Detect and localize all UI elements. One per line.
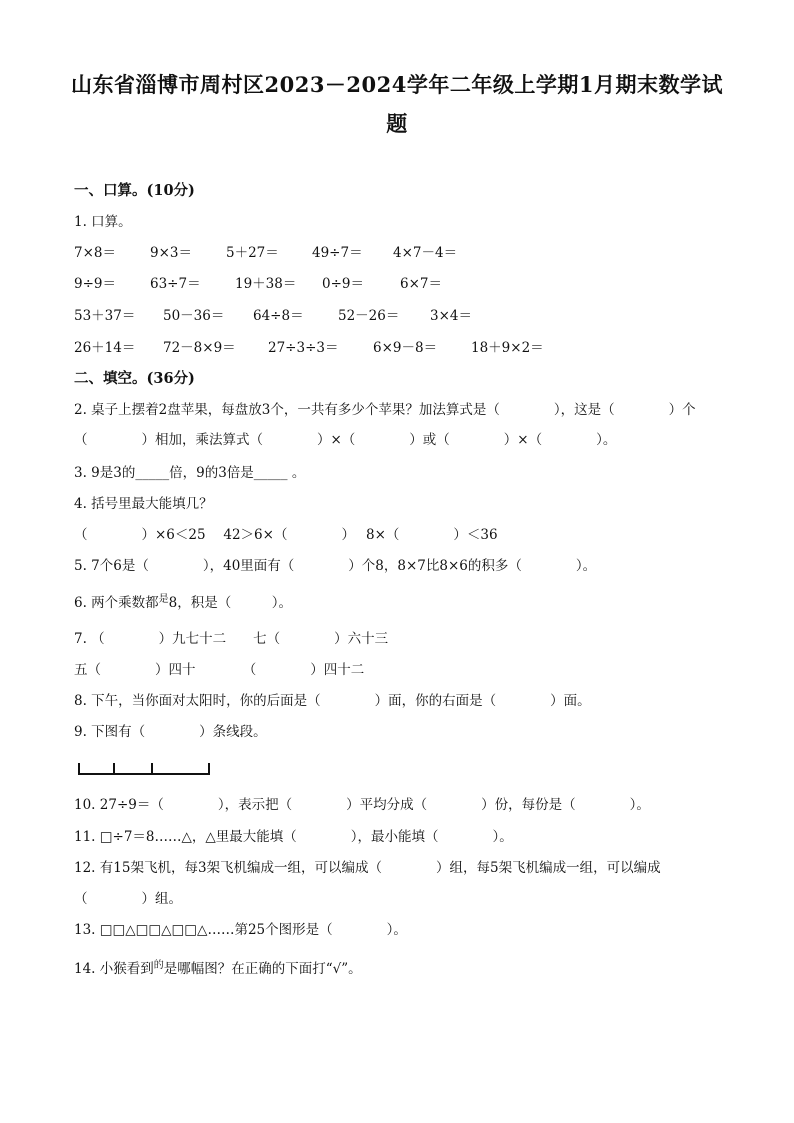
question-11: 11. □÷7＝8……△，△里最大能填（ ），最小能填（ ）。 [74, 829, 513, 845]
arith-r4-c4: 6×9－8＝ [373, 340, 438, 356]
arith-r4-c5: 18＋9×2＝ [471, 340, 544, 356]
question-14-post: 是哪幅图？在正确的下面打“√”。 [163, 961, 362, 977]
question-10: 10. 27÷9＝（ ），表示把（ ）平均分成（ ）份，每份是（ ）。 [74, 797, 650, 813]
arith-r4-c1: 26＋14＝ [74, 340, 136, 356]
section-oral-heading: 一、口算。(10分) [74, 182, 195, 199]
question-2-line1: 2. 桌子上摆着2盘苹果，每盘放3个，一共有多少个苹果？加法算式是（ ），这是（ ）个 [74, 402, 696, 418]
arith-r1-c4: 49÷7＝ [312, 245, 363, 261]
question-9: 9. 下图有（ ）条线段。 [74, 724, 267, 740]
question-12-line2: （ ）组。 [74, 891, 182, 907]
arith-r1-c1: 7×8＝ [74, 245, 116, 261]
question-12-line1: 12. 有15架飞机，每3架飞机编成一组，可以编成（ ）组，每5架飞机编成一组，可以编成 [74, 860, 661, 876]
question-1: 1. 口算。 [74, 214, 132, 230]
exam-title-line2: 题 [386, 111, 408, 136]
arith-r3-c1: 53＋37＝ [74, 308, 136, 324]
arith-r3-c2: 50－36＝ [163, 308, 225, 324]
arith-r2-c2: 63÷7＝ [150, 276, 201, 292]
question-7-line1: 7. （ ）九七十二 七（ ）六十三 [74, 631, 389, 647]
exam-title-line1: 山东省淄博市周村区2023－2024学年二年级上学期1月期末数学试 [70, 72, 723, 97]
arith-r4-c3: 27÷3÷3＝ [268, 340, 339, 356]
question-5: 5. 7个6是（ ），40里面有（ ）个8，8×7比8×6的积多（ ）。 [74, 558, 597, 574]
arith-r1-c5: 4×7－4＝ [393, 245, 458, 261]
arith-r2-c3: 19＋38＝ [235, 276, 297, 292]
question-6 [74, 594, 292, 614]
question-3: 3. 9是3的_____倍，9的3倍是_____ 。 [74, 465, 306, 481]
arith-r4-c2: 72－8×9＝ [163, 340, 236, 356]
question-14 [74, 960, 362, 980]
arith-r3-c5: 3×4＝ [430, 308, 472, 324]
question-14-pre: 14. 小猴看到 [74, 961, 154, 977]
arith-r2-c1: 9÷9＝ [74, 276, 116, 292]
question-7-line2: 五（ ）四十 （ ）四十二 [74, 662, 365, 678]
question-8: 8. 下午，当你面对太阳时，你的后面是（ ）面，你的右面是（ ）面。 [74, 693, 591, 709]
arith-r1-c3: 5＋27＝ [226, 245, 279, 261]
question-4: 4. 括号里最大能填几？ [74, 496, 213, 512]
line-segment-figure [76, 758, 216, 778]
arith-r2-c4: 0÷9＝ [322, 276, 364, 292]
question-6-sup: 是 [158, 594, 169, 605]
arith-r1-c2: 9×3＝ [150, 245, 192, 261]
question-2-line2: （ ）相加，乘法算式（ ）×（ ）或（ ）×（ ）。 [74, 432, 617, 448]
section-fill-heading: 二、填空。(36分) [74, 370, 195, 387]
arith-r3-c4: 52－26＝ [338, 308, 400, 324]
arith-r2-c5: 6×7＝ [400, 276, 442, 292]
question-6-pre: 6. 两个乘数都 [74, 595, 159, 611]
question-13: 13. □□△□□△□□△……第25个图形是（ ）。 [74, 922, 407, 938]
question-14-sup: 的 [153, 960, 164, 971]
question-4-blanks: （ ）×6＜25 42＞6×（ ） 8×（ ）＜36 [74, 527, 498, 543]
question-6-post: 8，积是（ ）。 [168, 595, 293, 611]
arith-r3-c3: 64÷8＝ [253, 308, 304, 324]
